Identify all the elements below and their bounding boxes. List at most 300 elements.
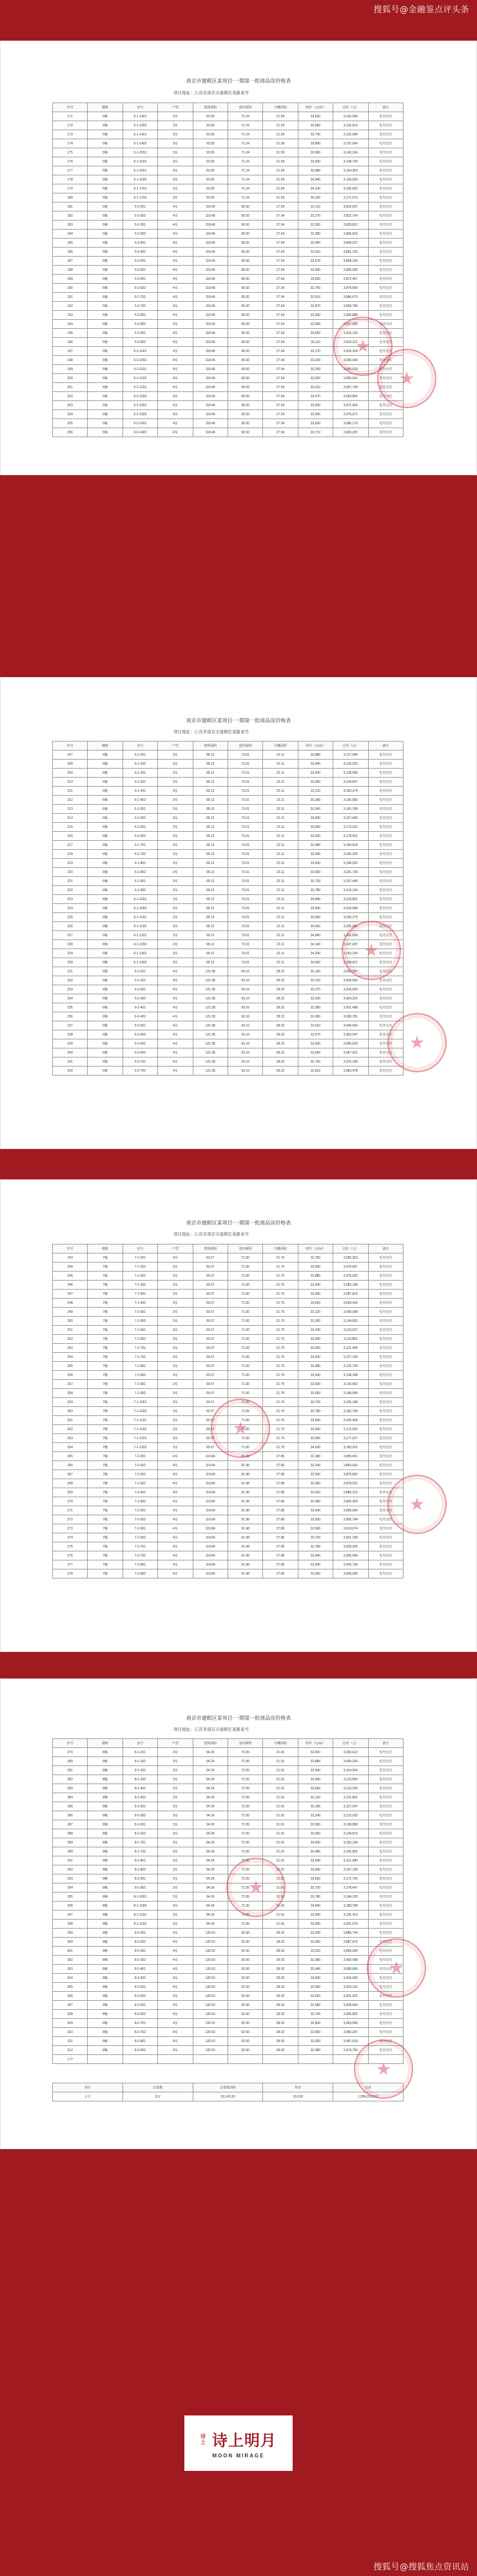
table-cell: 4室 (158, 383, 193, 392)
table-cell: 92.50 (228, 1938, 262, 1947)
table-cell: 6幢 (88, 886, 122, 895)
table-cell: 7-1-1101 (122, 1416, 157, 1425)
table-cell: 8幢 (88, 1775, 122, 1784)
table-cell: 72.35 (228, 1775, 262, 1784)
table-cell: 7-1-1201 (122, 1434, 157, 1443)
table-cell: 3,921,165 (333, 1533, 368, 1542)
table-row (53, 1290, 404, 1299)
table-row (53, 751, 404, 760)
table-cell: 5-2-1202 (122, 392, 157, 401)
table-cell: 3室 (158, 1299, 193, 1308)
table-cell: 33,480 (298, 1847, 333, 1856)
table-cell: 毛坯交付 (368, 1748, 403, 1757)
table-cell: 21.59 (263, 112, 298, 121)
table-cell: 91.98 (228, 1470, 262, 1479)
table-cell: 3室 (158, 1784, 193, 1793)
table-cell: 253 (53, 1344, 88, 1353)
table-cell: 3室 (158, 1389, 193, 1398)
table-cell: 3室 (158, 1811, 193, 1820)
table-cell: 71.82 (228, 1272, 262, 1281)
table-cell: 222 (53, 886, 88, 895)
table-cell: 毛坯交付 (368, 1326, 403, 1335)
table-cell: 3,982,478 (333, 1067, 368, 1076)
table-cell: 4室 (158, 1956, 193, 1965)
column-header: 分摊面积 (263, 742, 298, 751)
table-cell: 32,570 (298, 257, 333, 266)
table-cell: 72.35 (228, 1856, 262, 1865)
watermark-top: 搜狐号@金融鉴点评头条 (373, 5, 469, 15)
table-cell: 22.11 (263, 868, 298, 877)
table-cell: 179 (53, 184, 88, 193)
table-cell: 299 (53, 1929, 88, 1938)
table-cell: 305 (53, 1983, 88, 1992)
table-cell: 292 (53, 1865, 88, 1874)
table-cell: 21.59 (263, 193, 298, 202)
table-cell: 3,878,022 (333, 1479, 368, 1488)
table-cell: 195 (53, 329, 88, 338)
table-cell: 5幢 (88, 320, 122, 329)
table-cell: 3,132,084 (333, 130, 368, 139)
table-cell: 3,120,945 (333, 112, 368, 121)
table-cell: 90.92 (228, 329, 262, 338)
table-cell: 3室 (158, 166, 193, 175)
table-cell: 214 (53, 814, 88, 823)
table-cell: 3,110,267 (333, 1326, 368, 1335)
table-cell: 118.46 (193, 221, 228, 230)
table-cell: 91.98 (228, 1524, 262, 1533)
table-row (53, 428, 404, 437)
table-cell: 34,080 (298, 931, 333, 940)
table-cell: 73.01 (228, 904, 262, 913)
table-row (53, 1524, 404, 1533)
table-cell: 22.11 (263, 895, 298, 904)
table-cell: 3,082,196 (333, 1281, 368, 1290)
table-cell: 3,189,758 (333, 1902, 368, 1911)
table-cell: 7-2-301 (122, 1470, 157, 1479)
table-cell: 3,224,568 (333, 904, 368, 913)
table-cell: 6-2-401 (122, 1003, 157, 1012)
table-cell: 118.46 (193, 293, 228, 302)
table-cell: 5幢 (88, 230, 122, 239)
table-cell: 6幢 (88, 1012, 122, 1021)
table-cell: 71.24 (228, 166, 262, 175)
table-cell: 4室 (158, 356, 193, 365)
table-cell: 毛坯交付 (368, 410, 403, 419)
table-cell: 4室 (158, 1479, 193, 1488)
table-cell: 95.12 (193, 760, 228, 769)
table-cell: 3,137,654 (333, 139, 368, 148)
table-cell: 180 (53, 193, 88, 202)
table-cell: 121.38 (193, 1067, 228, 1076)
table-cell: 28.22 (263, 1003, 298, 1012)
table-cell: 118.46 (193, 284, 228, 293)
table-row (53, 904, 404, 913)
table-cell: 3室 (158, 148, 193, 157)
table-cell: 28.02 (263, 2046, 298, 2055)
table-cell: 3室 (158, 778, 193, 787)
table-cell: 3,902,367 (333, 967, 368, 976)
table-cell: 242 (53, 1067, 88, 1076)
table-cell: 72.35 (228, 1820, 262, 1829)
table-cell: 6幢 (88, 949, 122, 958)
table-cell: 7幢 (88, 1308, 122, 1317)
table-cell: 71.82 (228, 1299, 262, 1308)
table-cell: 6-2-202 (122, 976, 157, 985)
table-row (53, 139, 404, 148)
table-cell: 6幢 (88, 787, 122, 796)
table-row (53, 994, 404, 1003)
table-cell: 3,815,597 (333, 202, 368, 211)
table-cell: 33,900 (298, 1911, 333, 1920)
table-cell: 7幢 (88, 1362, 122, 1371)
table-header-row (53, 1244, 404, 1254)
table-row (53, 1067, 404, 1076)
table-cell: 3,207,446 (333, 877, 368, 886)
table-cell: 72.35 (228, 1829, 262, 1838)
table-cell: 34,200 (298, 949, 333, 958)
table-cell: 32,240 (298, 1461, 333, 1470)
table-cell: 21.75 (263, 1398, 298, 1407)
table-cell: 7-2-802 (122, 1569, 157, 1578)
table-row (53, 760, 404, 769)
table-row (53, 1344, 404, 1353)
table-cell: 27.86 (263, 1452, 298, 1461)
table-cell: 6-1-501 (122, 805, 157, 814)
table-cell: 8幢 (88, 1847, 122, 1856)
table-cell: 118.46 (193, 410, 228, 419)
table-cell: 302 (53, 1956, 88, 1965)
table-cell: 33,900 (298, 904, 333, 913)
table-cell: 3室 (158, 1874, 193, 1883)
table-cell: 毛坯交付 (368, 1452, 403, 1461)
table-cell: 3室 (158, 814, 193, 823)
table-cell: 7-1-702 (122, 1353, 157, 1362)
table-cell: 毛坯交付 (368, 1290, 403, 1299)
table-cell: 92.83 (193, 157, 228, 166)
table-cell: 3,253,104 (333, 949, 368, 958)
table-cell: 118.46 (193, 365, 228, 374)
table-cell: 4室 (158, 1470, 193, 1479)
table-cell: 251 (53, 1326, 88, 1335)
column-header: 建筑面积 (193, 1739, 228, 1748)
table-cell: 93.57 (193, 1380, 228, 1389)
table-cell: 毛坯交付 (368, 949, 403, 958)
table-cell: 71.82 (228, 1290, 262, 1299)
table-cell: 3,110,580 (333, 1775, 368, 1784)
table-cell: 71.82 (228, 1425, 262, 1434)
table-cell: 21.91 (263, 1829, 298, 1838)
column-header: 备注 (368, 742, 403, 751)
table-cell: 209 (53, 769, 88, 778)
table-cell: 毛坯交付 (368, 805, 403, 814)
table-cell: 7-1-501 (122, 1308, 157, 1317)
table-row (53, 1362, 404, 1371)
table-cell: 72.35 (228, 1883, 262, 1893)
table-cell: 186 (53, 248, 88, 257)
table-cell: 72.35 (228, 1793, 262, 1802)
table-cell: 5幢 (88, 184, 122, 193)
table-cell: 118.46 (193, 329, 228, 338)
table-cell: 3室 (158, 1766, 193, 1775)
table-cell: 278 (53, 1569, 88, 1578)
table-row (53, 419, 404, 428)
table-row (53, 1389, 404, 1398)
table-cell: 22.11 (263, 850, 298, 859)
table-cell: 94.26 (193, 1847, 228, 1856)
table-cell: 6幢 (88, 967, 122, 976)
table-cell: 191 (53, 293, 88, 302)
table-cell: 93.57 (193, 1281, 228, 1290)
table-cell: 6幢 (88, 1057, 122, 1067)
table-cell: 33,240 (298, 1326, 333, 1335)
table-cell: 27.54 (263, 347, 298, 356)
table-cell: 118.46 (193, 230, 228, 239)
table-cell: 毛坯交付 (368, 175, 403, 184)
column-header: 总价（元） (333, 103, 368, 112)
table-cell: 8-1-1001 (122, 1893, 157, 1902)
table-cell: 毛坯交付 (368, 329, 403, 338)
column-header: 户型 (158, 103, 193, 112)
table-cell: 3室 (158, 157, 193, 166)
table-cell: 毛坯交付 (368, 302, 403, 311)
table-cell: 189 (53, 275, 88, 284)
table-cell: 毛坯交付 (368, 130, 403, 139)
table-cell: 27.86 (263, 1461, 298, 1470)
table-cell: 284 (53, 1793, 88, 1802)
table-row (53, 913, 404, 922)
table-cell: 8幢 (88, 2037, 122, 2046)
table-cell: 4室 (158, 1021, 193, 1030)
table-cell: 71.82 (228, 1389, 262, 1398)
table-cell: 4室 (158, 1974, 193, 1983)
table-cell: 247 (53, 1290, 88, 1299)
table-cell: 91.98 (228, 1515, 262, 1524)
table-cell: 33,110 (298, 338, 333, 347)
table-cell: 92.83 (193, 166, 228, 175)
table-cell: 5-2-1002 (122, 356, 157, 365)
table-cell: 274 (53, 1533, 88, 1542)
table-cell: 毛坯交付 (368, 1272, 403, 1281)
table-row (53, 2010, 404, 2019)
table-cell: 4室 (158, 338, 193, 347)
column-header: 建筑面积 (193, 103, 228, 112)
table-cell: 3,133,202 (333, 1811, 368, 1820)
table-cell: 72.35 (228, 1920, 262, 1929)
table-cell: 287 (53, 1820, 88, 1829)
table-cell: 95.12 (193, 832, 228, 841)
table-cell: 33,000 (298, 769, 333, 778)
table-cell: 118.46 (193, 347, 228, 356)
table-cell: 33,600 (298, 859, 333, 868)
table-cell: 194 (53, 320, 88, 329)
table-cell: 3,173,203 (333, 823, 368, 832)
table-cell: 8-1-701 (122, 1838, 157, 1847)
table-cell: 255 (53, 1362, 88, 1371)
table-cell: 3,886,673 (333, 293, 368, 302)
table-cell: 306 (53, 1992, 88, 2001)
table-cell: 8幢 (88, 1956, 122, 1965)
table-cell: 71.82 (228, 1380, 262, 1389)
table-cell: 3室 (158, 1344, 193, 1353)
table-cell: 3室 (158, 1893, 193, 1902)
table-cell: 21.75 (263, 1272, 298, 1281)
table-cell: 95.12 (193, 859, 228, 868)
table-cell: 90.92 (228, 347, 262, 356)
table-cell: 毛坯交付 (368, 787, 403, 796)
table-cell: 8-2-301 (122, 1947, 157, 1956)
table-cell: 8幢 (88, 1802, 122, 1811)
table-cell: 毛坯交付 (368, 1874, 403, 1883)
table-cell: 32,720 (298, 1533, 333, 1542)
table-row (53, 1974, 404, 1983)
table-cell: 33,480 (298, 1362, 333, 1371)
table-cell: 8幢 (88, 1784, 122, 1793)
table-cell: 3,235,982 (333, 922, 368, 931)
table-cell: 7幢 (88, 1506, 122, 1515)
price-table (52, 1738, 404, 2064)
table-cell: 27.86 (263, 1479, 298, 1488)
table-cell: 3,943,533 (333, 365, 368, 374)
table-cell: 3,172,023 (333, 1425, 368, 1434)
table-cell: 260 (53, 1407, 88, 1416)
table-cell: 6幢 (88, 841, 122, 850)
table-cell: 183 (53, 221, 88, 230)
table-cell: 119.84 (193, 1452, 228, 1461)
table-row (53, 877, 404, 886)
table-cell: 33,480 (298, 841, 333, 850)
table-cell: 3,177,637 (333, 1434, 368, 1443)
table-cell: 118.46 (193, 275, 228, 284)
table-cell: 5-1-1602 (122, 175, 157, 184)
table-cell: 3,099,269 (333, 1757, 368, 1766)
table-cell: 28.22 (263, 967, 298, 976)
table-cell: 7幢 (88, 1317, 122, 1326)
table-cell: 3室 (158, 1883, 193, 1893)
table-cell: 22.11 (263, 841, 298, 850)
table-cell: 6-2-502 (122, 1030, 157, 1039)
table-cell: 250 (53, 1317, 88, 1326)
table-cell: 118.46 (193, 202, 228, 211)
table-cell: 3,900,888 (333, 311, 368, 320)
table-cell: 71.82 (228, 1308, 262, 1317)
table-cell: 307 (53, 2001, 88, 2010)
table-cell: 3,172,792 (333, 1874, 368, 1883)
table-cell: 7-2-701 (122, 1542, 157, 1551)
table-cell: 71.24 (228, 157, 262, 166)
table-cell: 33,300 (298, 1335, 333, 1344)
table-row (53, 239, 404, 248)
table-cell: 3,201,739 (333, 868, 368, 877)
table-cell: 174 (53, 139, 88, 148)
table-cell: 毛坯交付 (368, 1551, 403, 1560)
table-cell: 3室 (158, 121, 193, 130)
table-cell: 3室 (158, 850, 193, 859)
table-cell: 28.22 (263, 976, 298, 985)
table-cell: 7-1-601 (122, 1326, 157, 1335)
table-cell: 3,950,641 (333, 374, 368, 383)
table-cell: 3室 (158, 1380, 193, 1389)
table-cell: 4室 (158, 1938, 193, 1947)
table-cell: 毛坯交付 (368, 1929, 403, 1938)
table-cell: 4室 (158, 976, 193, 985)
table-cell: 毛坯交付 (368, 374, 403, 383)
official-seal-icon (211, 1399, 270, 1458)
table-cell: 223 (53, 895, 88, 904)
table-row (53, 796, 404, 805)
table-cell: 192 (53, 302, 88, 311)
table-cell: 毛坯交付 (368, 1757, 403, 1766)
table-cell: 7幢 (88, 1326, 122, 1335)
table-cell: 8-2-402 (122, 1974, 157, 1983)
table-row (53, 401, 404, 410)
table-cell: 3室 (158, 1281, 193, 1290)
table-cell: 毛坯交付 (368, 193, 403, 202)
table-cell: 27.54 (263, 239, 298, 248)
table-cell: 4室 (158, 2001, 193, 2010)
table-cell: 73.01 (228, 958, 262, 967)
table-cell: 120.52 (193, 1938, 228, 1947)
table-cell: 毛坯交付 (368, 841, 403, 850)
column-header: 分摊面积 (263, 1739, 298, 1748)
table-cell: 5幢 (88, 419, 122, 428)
table-cell: 22.11 (263, 769, 298, 778)
table-cell: 3,906,784 (333, 1515, 368, 1524)
table-cell: 3室 (158, 1748, 193, 1757)
column-header: 建筑面积 (193, 1244, 228, 1254)
table-cell: 22.11 (263, 922, 298, 931)
table-cell: 92.83 (193, 130, 228, 139)
table-cell: 4室 (158, 1003, 193, 1012)
table-cell: 27.54 (263, 211, 298, 221)
table-cell: 28.22 (263, 1021, 298, 1030)
table-cell: 71.24 (228, 193, 262, 202)
table-cell: 6幢 (88, 1003, 122, 1012)
table-cell: 33,660 (298, 1874, 333, 1883)
table-cell: 21.59 (263, 121, 298, 130)
table-cell: 32,690 (298, 1048, 333, 1057)
table-cell: 173 (53, 130, 88, 139)
table-cell: 5-2-1101 (122, 365, 157, 374)
table-cell: 4室 (158, 248, 193, 257)
table-cell: 22.11 (263, 913, 298, 922)
table-cell: 3,916,933 (333, 985, 368, 994)
summary-column-header: 均价 (263, 2083, 333, 2092)
table-row (53, 1488, 404, 1497)
table-cell: 22.11 (263, 760, 298, 769)
table-cell: 3室 (158, 1838, 193, 1847)
table-cell: 175 (53, 148, 88, 157)
table-cell: 3,895,206 (333, 1947, 368, 1956)
table-cell: 33,960 (298, 1920, 333, 1929)
table-cell: 21.75 (263, 1389, 298, 1398)
table-cell: 27.54 (263, 248, 298, 257)
table-cell: 21.59 (263, 157, 298, 166)
table-cell: 90.92 (228, 392, 262, 401)
table-cell: 33,720 (298, 1398, 333, 1407)
table-cell: 95.12 (193, 796, 228, 805)
logo-small-text: 诗上 (200, 2433, 206, 2445)
table-cell: 7幢 (88, 1353, 122, 1362)
table-cell: 毛坯交付 (368, 221, 403, 230)
table-cell: 8-2-701 (122, 2019, 157, 2028)
table-row (53, 1947, 404, 1956)
table-cell: 3,974,750 (333, 2046, 368, 2055)
table-cell: 8幢 (88, 2001, 122, 2010)
table-cell: 7幢 (88, 1290, 122, 1299)
table-cell: 262 (53, 1425, 88, 1434)
table-cell: 277 (53, 1560, 88, 1569)
table-cell: 3,070,967 (333, 1263, 368, 1272)
